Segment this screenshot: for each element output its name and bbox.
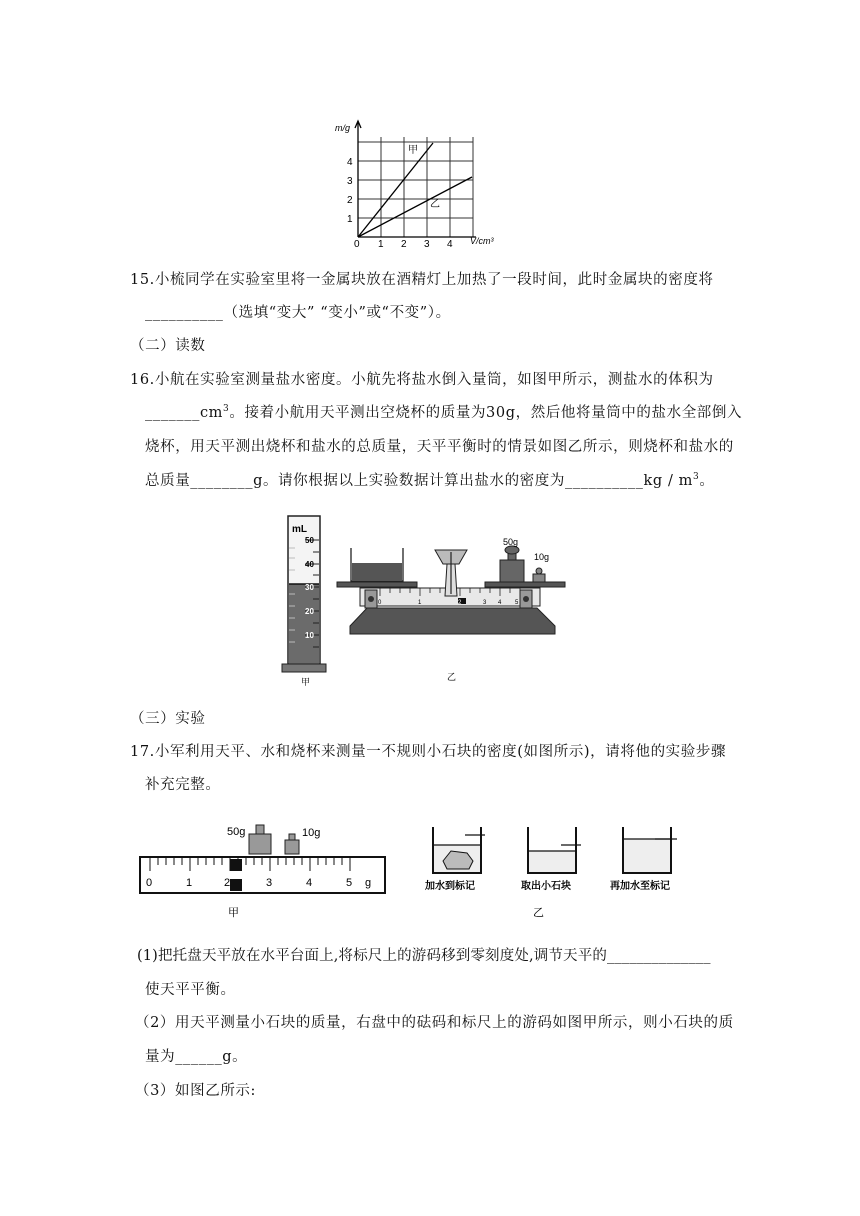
step3-line1: （3）如图乙所示: (135, 1083, 257, 1099)
pan-balance (337, 537, 565, 682)
q17-line1: 17.小军利用天平、水和烧杯来测量一不规则小石块的密度(如图所示)，请将他的实验步骤 (130, 744, 727, 760)
weight-50g-label: 50g (227, 826, 246, 838)
step2-line2: 量为______g。 (145, 1049, 248, 1065)
ruler-tick: 3 (266, 877, 273, 889)
q16-line4-end: 。 (699, 473, 715, 489)
beam-tick: 4 (498, 600, 502, 606)
q16-line2-text: 。接着小航用天平测出空烧杯的质量为30g，然后他将量筒中的盐水全部倒入 (229, 405, 743, 421)
y-tick: 1 (347, 214, 353, 225)
beaker-caption: 取出小石块 (521, 881, 571, 892)
figure-label-jia: 甲 (301, 677, 311, 687)
section-heading-reading: （二）读数 (130, 338, 206, 354)
weight-10g-label: 10g (302, 827, 321, 839)
figure-cylinder-and-balance (275, 508, 575, 688)
graduated-cylinder (282, 516, 326, 687)
cylinder-tick: 10 (305, 631, 314, 640)
beam-tick: 0 (378, 600, 382, 606)
q16-line2 (145, 403, 742, 423)
origin-label: 0 (354, 239, 360, 250)
x-tick: 2 (401, 239, 407, 250)
line-label-yi: 乙 (430, 199, 440, 210)
mass-volume-graph (330, 115, 494, 250)
beaker-caption: 加水到标记 (425, 881, 475, 892)
beaker-caption: 再加水至标记 (610, 881, 670, 892)
cylinder-tick: 30 (305, 583, 314, 592)
ruler-unit: g (365, 877, 372, 889)
y-axis-label: m/g (335, 123, 351, 133)
y-tick: 2 (347, 195, 353, 206)
cylinder-tick: 20 (305, 607, 314, 616)
q16-volume-blank: _______cm (145, 405, 224, 421)
beaker-stone-removed (521, 827, 581, 919)
figure-ruler-and-beakers (135, 815, 700, 925)
ruler-tick: 1 (186, 877, 193, 889)
weight-50g-label: 50g (503, 537, 519, 547)
y-tick: 3 (347, 176, 353, 187)
x-tick: 3 (424, 239, 430, 250)
ruler-tick: 5 (346, 877, 353, 889)
q16-line3: 烧杯，用天平测出烧杯和盐水的总质量，天平平衡时的情景如图乙所示，则烧杯和盐水的 (145, 439, 734, 455)
figure-label-jia: 甲 (228, 907, 239, 919)
y-tick: 4 (347, 157, 353, 168)
ruler-tick: 4 (306, 877, 313, 889)
beam-tick: 2 (458, 600, 462, 606)
beam-tick: 5 (515, 600, 519, 606)
section-heading-experiment: （三）实验 (130, 711, 206, 727)
ruler-tick: 2 (224, 877, 231, 889)
q15-line1: 15.小梳同学在实验室里将一金属块放在酒精灯上加热了一段时间，此时金属块的密度将 (130, 272, 714, 288)
x-axis-label: V/cm³ (470, 236, 494, 246)
cylinder-unit: mL (292, 524, 307, 535)
ruler-tick: 0 (146, 877, 153, 889)
q16-unit-exponent: 3 (693, 472, 700, 483)
cylinder-tick: 40 (305, 560, 314, 569)
beaker-refilled (610, 827, 677, 892)
figure-label-yi: 乙 (533, 907, 544, 919)
q16-line4 (145, 471, 714, 491)
q15-line2: __________（选填“变大” “变小”或“不变”）。 (145, 305, 451, 321)
x-tick: 1 (378, 239, 384, 250)
x-tick: 4 (447, 239, 453, 250)
q16-unit-exponent: 3 (223, 404, 230, 415)
q17-line2: 补充完整。 (145, 777, 221, 793)
beaker-with-stone (424, 827, 485, 892)
step2-line1: （2）用天平测量小石块的质量，右盘中的砝码和标尺上的游码如图甲所示，则小石块的质 (135, 1015, 734, 1031)
beam-tick: 3 (483, 600, 487, 606)
q16-line4-text: 总质量________g。请你根据以上实验数据计算出盐水的密度为__________kg / m (145, 473, 694, 489)
step1-line2: 使天平平衡。 (145, 982, 236, 998)
beam-tick: 1 (418, 600, 422, 606)
figure-label-yi: 乙 (447, 672, 457, 682)
weight-10g-label: 10g (534, 552, 550, 562)
cylinder-tick: 50 (305, 536, 314, 545)
q16-line1: 16.小航在实验室测量盐水密度。小航先将盐水倒入量筒，如图甲所示，测盐水的体积为 (130, 372, 714, 388)
line-label-jia: 甲 (408, 145, 418, 156)
step1-line1: (1)把托盘天平放在水平台面上,将标尺上的游码移到零刻度处,调节天平的______________ (137, 948, 711, 964)
